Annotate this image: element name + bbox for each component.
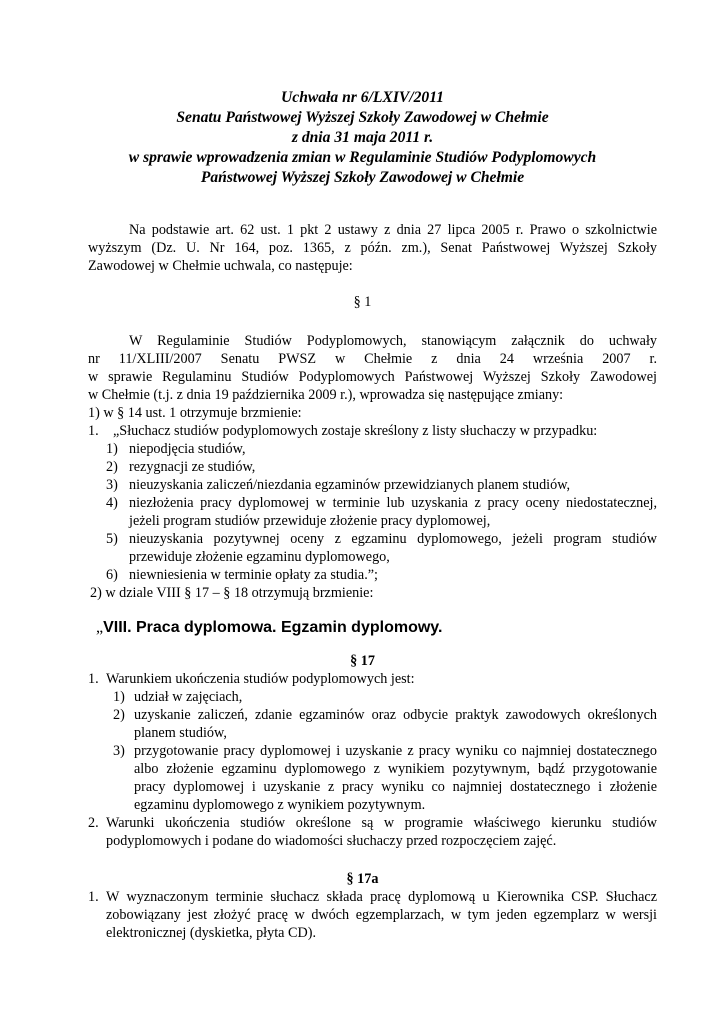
list-item-text: rezygnacji ze studiów,	[129, 459, 256, 475]
paragraph-number: 2.	[88, 815, 99, 831]
issuing-body: Senatu Państwowej Wyższej Szkoły Zawodowej w Chełmie	[176, 109, 549, 126]
list-item-number: 6)	[106, 567, 118, 583]
list-item-text: niewniesienia w terminie opłaty za studia.”;	[129, 567, 378, 583]
section1-intro-line: nr 11/XLIII/2007 Senatu PWSZ w Chełmie z dnia 24 września 2007 r.	[88, 351, 657, 367]
list-item-text-cont: pracy dyplomowej i uzyskanie z pracy wyniku co najmniej dostatecznego i złożenie	[134, 779, 657, 795]
chapter-heading-text: VIII. Praca dyplomowa. Egzamin dyplomowy.	[103, 619, 443, 636]
list-item-number: 2)	[113, 707, 125, 723]
resolution-subject: w sprawie wprowadzenia zmian w Regulaminie Studiów Podyplomowych	[128, 149, 597, 166]
section1-intro-line: w Chełmie (t.j. z dnia 19 października 2009 r.), wprowadza się następujące zmiany:	[88, 387, 564, 403]
list-item-text: nieuzyskania pozytywnej oceny z egzaminu dyplomowego, jeżeli program studiów	[129, 531, 657, 547]
paragraph-text: W wyznaczonym terminie słuchacz składa pracę dyplomową u Kierownika CSP. Słuchacz	[106, 889, 657, 905]
list-item-text-cont: planem studiów,	[134, 725, 227, 741]
list-item-text: przygotowanie pracy dyplomowej i uzyskanie z pracy wyniku co najmniej dostatecznego	[134, 743, 657, 759]
list-item-text: niepodjęcia studiów,	[129, 441, 246, 457]
preamble-line: wyższym (Dz. U. Nr 164, poz. 1365, z późn. zm.), Senat Państwowej Wyższej Szkoły	[88, 240, 657, 256]
list-item-number: 4)	[106, 495, 118, 511]
paragraph-text-cont: elektronicznej (dyskietka, płyta CD).	[106, 925, 316, 941]
section-symbol: § 17a	[346, 871, 379, 887]
list-item-number: 2)	[106, 459, 118, 475]
list-item-text: udział w zajęciach,	[134, 689, 243, 705]
paragraph-text-cont: zobowiązany jest złożyć pracę w dwóch egzemplarzach, w tym jeden egzemplarz w wersji	[106, 907, 657, 923]
list-item-number: 5)	[106, 531, 118, 547]
list-item-text: niezłożenia pracy dyplomowej w terminie lub uzyskania z pracy oceny niedostatecznej,	[129, 495, 657, 511]
list-item-number: 3)	[106, 477, 118, 493]
resolution-subject-cont: Państwowej Wyższej Szkoły Zawodowej w Chełmie	[200, 169, 525, 186]
paragraph-text-cont: podyplomowych i podane do wiadomości słuchaczy przed rozpoczęciem zajęć.	[106, 833, 557, 849]
quote-text: „Słuchacz studiów podyplomowych zostaje skreślony z listy słuchaczy w przypadku:	[113, 423, 598, 439]
resolution-date: z dnia 31 maja 2011 r.	[291, 129, 434, 146]
list-item-text: uzyskanie zaliczeń, zdanie egzaminów oraz odbycie praktyk zawodowych określonych	[134, 707, 657, 723]
paragraph-text: Warunki ukończenia studiów określone są w programie właściwego kierunku studiów	[106, 815, 657, 831]
paragraph-text: Warunkiem ukończenia studiów podyplomowych jest:	[106, 671, 415, 687]
list-item-number: 1)	[113, 689, 125, 705]
change-item: 2) w dziale VIII § 17 – § 18 otrzymują brzmienie:	[90, 585, 374, 601]
preamble-line: Zawodowej w Chełmie uchwala, co następuje:	[88, 258, 353, 274]
resolution-number: Uchwała nr 6/LXIV/2011	[281, 89, 444, 106]
list-item-text-cont: egzaminu dyplomowego z wynikiem pozytywnym.	[134, 797, 426, 813]
list-item-number: 1)	[106, 441, 118, 457]
quote-number: 1.	[88, 423, 99, 439]
list-item-text-cont: jeżeli program studiów przewiduje złożenie pracy dyplomowej,	[129, 513, 491, 529]
list-item-text: nieuzyskania zaliczeń/niezdania egzaminów przewidzianych planem studiów,	[129, 477, 571, 493]
section1-intro-line: W Regulaminie Studiów Podyplomowych, stanowiącym załącznik do uchwały	[129, 333, 657, 349]
opening-quote: „	[96, 619, 104, 636]
paragraph-number: 1.	[88, 671, 99, 687]
section-symbol: § 1	[353, 294, 372, 310]
list-item-number: 3)	[113, 743, 125, 759]
chapter-heading	[96, 617, 442, 639]
list-item-text-cont: albo złożenie egzaminu dyplomowego z wynikiem pozytywnym, bądź przygotowanie	[134, 761, 657, 777]
list-item-text-cont: przewiduje złożenie egzaminu dyplomowego,	[129, 549, 390, 565]
change-item: 1) w § 14 ust. 1 otrzymuje brzmienie:	[88, 405, 302, 421]
paragraph-number: 1.	[88, 889, 99, 905]
section1-intro-line: w sprawie Regulaminu Studiów Podyplomowych Państwowej Wyższej Szkoły Zawodowej	[88, 369, 657, 385]
section-symbol: § 17	[350, 653, 375, 669]
preamble-line: Na podstawie art. 62 ust. 1 pkt 2 ustawy z dnia 27 lipca 2005 r. Prawo o szkolnictwie	[129, 222, 657, 238]
